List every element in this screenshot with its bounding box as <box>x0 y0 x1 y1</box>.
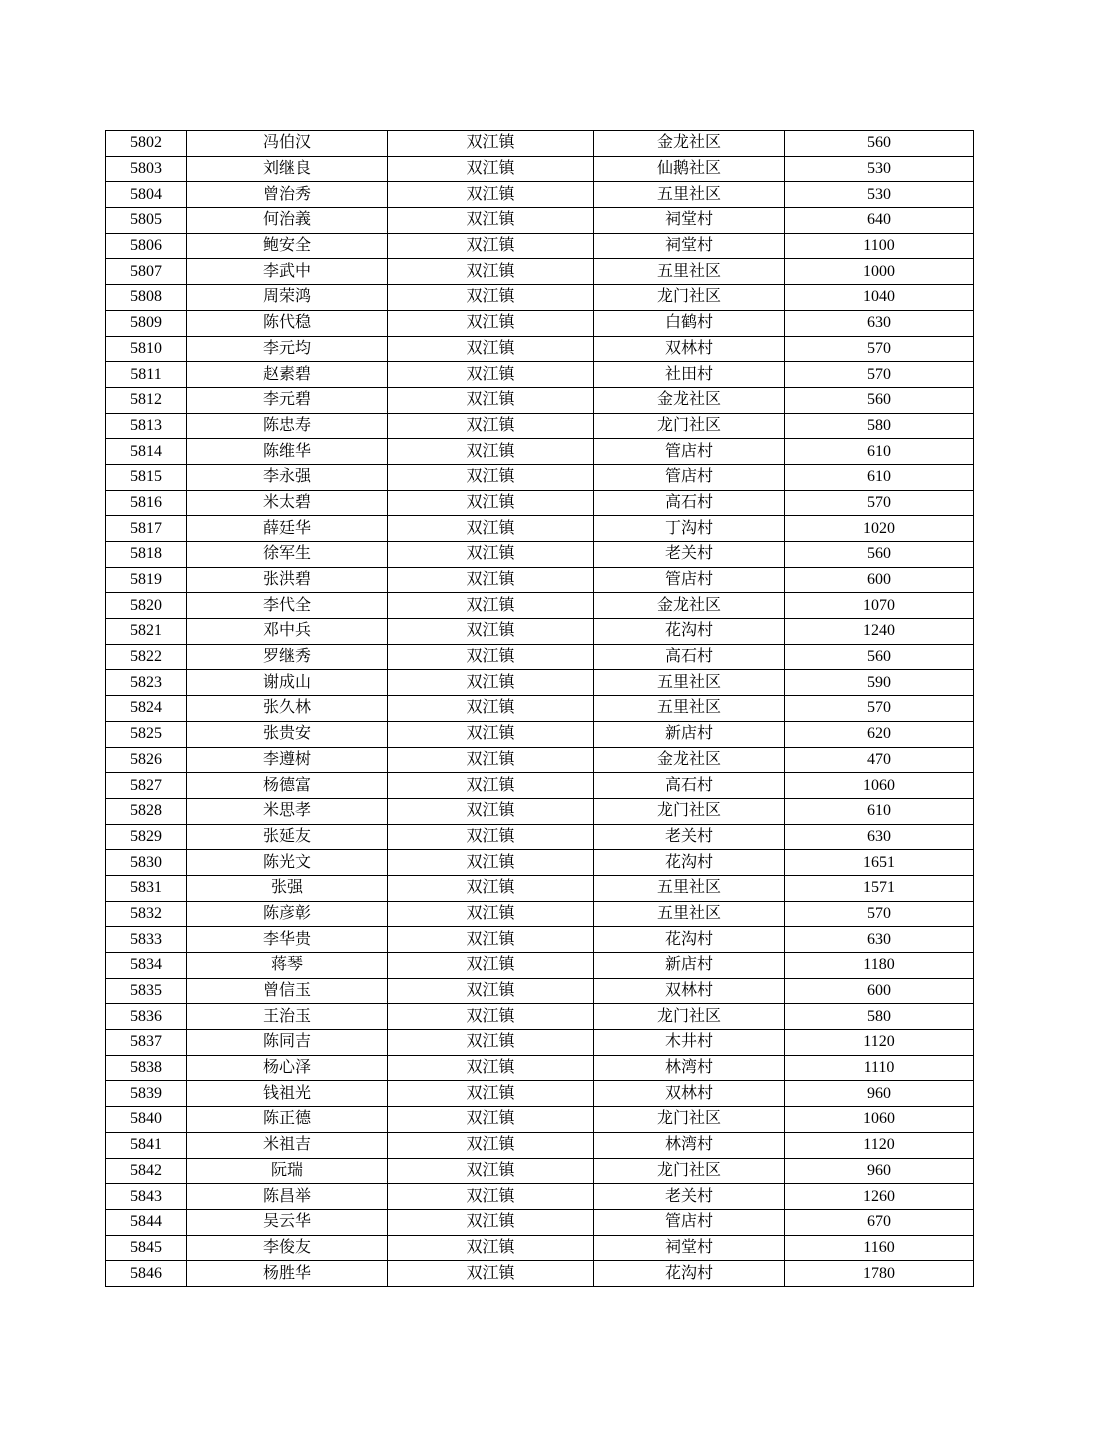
row-id-cell: 5837 <box>106 1030 187 1056</box>
town-cell: 双江镇 <box>388 696 594 722</box>
row-id-cell: 5808 <box>106 285 187 311</box>
name-cell: 曾信玉 <box>187 978 388 1004</box>
row-id-cell: 5835 <box>106 978 187 1004</box>
name-cell: 陈光文 <box>187 850 388 876</box>
table-row <box>106 156 974 182</box>
row-id-cell: 5845 <box>106 1235 187 1261</box>
name-cell: 李俊友 <box>187 1235 388 1261</box>
village-cell: 老关村 <box>594 542 785 568</box>
name-cell: 薛廷华 <box>187 516 388 542</box>
name-cell: 陈昌举 <box>187 1184 388 1210</box>
amount-cell: 610 <box>785 464 974 490</box>
table-row <box>106 953 974 979</box>
village-cell: 林湾村 <box>594 1132 785 1158</box>
row-id-cell: 5830 <box>106 850 187 876</box>
town-cell: 双江镇 <box>388 259 594 285</box>
table-row <box>106 798 974 824</box>
town-cell: 双江镇 <box>388 1055 594 1081</box>
amount-cell: 670 <box>785 1209 974 1235</box>
table-row <box>106 182 974 208</box>
amount-cell: 590 <box>785 670 974 696</box>
village-cell: 龙门社区 <box>594 1158 785 1184</box>
name-cell: 张久林 <box>187 696 388 722</box>
table-row <box>106 516 974 542</box>
name-cell: 周荣鸿 <box>187 285 388 311</box>
village-cell: 高石村 <box>594 644 785 670</box>
village-cell: 龙门社区 <box>594 798 785 824</box>
name-cell: 李华贵 <box>187 927 388 953</box>
table-row <box>106 1158 974 1184</box>
amount-cell: 630 <box>785 310 974 336</box>
name-cell: 张强 <box>187 875 388 901</box>
name-cell: 米祖吉 <box>187 1132 388 1158</box>
village-cell: 管店村 <box>594 567 785 593</box>
village-cell: 管店村 <box>594 1209 785 1235</box>
town-cell: 双江镇 <box>388 233 594 259</box>
amount-cell: 1020 <box>785 516 974 542</box>
village-cell: 龙门社区 <box>594 413 785 439</box>
town-cell: 双江镇 <box>388 387 594 413</box>
table-row <box>106 721 974 747</box>
town-cell: 双江镇 <box>388 542 594 568</box>
village-cell: 金龙社区 <box>594 131 785 157</box>
name-cell: 钱祖光 <box>187 1081 388 1107</box>
table-row <box>106 670 974 696</box>
name-cell: 李永强 <box>187 464 388 490</box>
name-cell: 冯伯汉 <box>187 131 388 157</box>
amount-cell: 1060 <box>785 1107 974 1133</box>
name-cell: 王治玉 <box>187 1004 388 1030</box>
amount-cell: 1160 <box>785 1235 974 1261</box>
row-id-cell: 5805 <box>106 208 187 234</box>
town-cell: 双江镇 <box>388 1235 594 1261</box>
amount-cell: 530 <box>785 156 974 182</box>
village-cell: 五里社区 <box>594 182 785 208</box>
town-cell: 双江镇 <box>388 310 594 336</box>
town-cell: 双江镇 <box>388 156 594 182</box>
name-cell: 张贵安 <box>187 721 388 747</box>
town-cell: 双江镇 <box>388 182 594 208</box>
town-cell: 双江镇 <box>388 1209 594 1235</box>
amount-cell: 640 <box>785 208 974 234</box>
village-cell: 管店村 <box>594 439 785 465</box>
table-row <box>106 850 974 876</box>
amount-cell: 560 <box>785 542 974 568</box>
town-cell: 双江镇 <box>388 619 594 645</box>
town-cell: 双江镇 <box>388 927 594 953</box>
amount-cell: 1260 <box>785 1184 974 1210</box>
town-cell: 双江镇 <box>388 1158 594 1184</box>
name-cell: 阮瑞 <box>187 1158 388 1184</box>
row-id-cell: 5813 <box>106 413 187 439</box>
row-id-cell: 5829 <box>106 824 187 850</box>
amount-cell: 570 <box>785 901 974 927</box>
amount-cell: 630 <box>785 927 974 953</box>
table-row <box>106 1261 974 1287</box>
town-cell: 双江镇 <box>388 567 594 593</box>
roster-table <box>105 130 974 1287</box>
village-cell: 高石村 <box>594 773 785 799</box>
name-cell: 吴云华 <box>187 1209 388 1235</box>
table-row <box>106 1081 974 1107</box>
amount-cell: 1100 <box>785 233 974 259</box>
town-cell: 双江镇 <box>388 131 594 157</box>
table-row <box>106 131 974 157</box>
town-cell: 双江镇 <box>388 978 594 1004</box>
amount-cell: 560 <box>785 131 974 157</box>
town-cell: 双江镇 <box>388 336 594 362</box>
town-cell: 双江镇 <box>388 773 594 799</box>
town-cell: 双江镇 <box>388 1107 594 1133</box>
name-cell: 罗继秀 <box>187 644 388 670</box>
name-cell: 鲍安全 <box>187 233 388 259</box>
village-cell: 祠堂村 <box>594 208 785 234</box>
table-row <box>106 387 974 413</box>
amount-cell: 530 <box>785 182 974 208</box>
table-row <box>106 747 974 773</box>
row-id-cell: 5816 <box>106 490 187 516</box>
row-id-cell: 5834 <box>106 953 187 979</box>
name-cell: 李元碧 <box>187 387 388 413</box>
name-cell: 李元均 <box>187 336 388 362</box>
table-row <box>106 1235 974 1261</box>
amount-cell: 1571 <box>785 875 974 901</box>
name-cell: 张洪碧 <box>187 567 388 593</box>
village-cell: 花沟村 <box>594 619 785 645</box>
name-cell: 杨心泽 <box>187 1055 388 1081</box>
table-row <box>106 362 974 388</box>
name-cell: 李遵树 <box>187 747 388 773</box>
village-cell: 龙门社区 <box>594 285 785 311</box>
table-row <box>106 978 974 1004</box>
name-cell: 米太碧 <box>187 490 388 516</box>
village-cell: 金龙社区 <box>594 593 785 619</box>
row-id-cell: 5846 <box>106 1261 187 1287</box>
row-id-cell: 5822 <box>106 644 187 670</box>
village-cell: 五里社区 <box>594 696 785 722</box>
row-id-cell: 5807 <box>106 259 187 285</box>
table-row <box>106 439 974 465</box>
amount-cell: 1120 <box>785 1132 974 1158</box>
village-cell: 五里社区 <box>594 670 785 696</box>
town-cell: 双江镇 <box>388 798 594 824</box>
row-id-cell: 5838 <box>106 1055 187 1081</box>
table-row <box>106 901 974 927</box>
amount-cell: 1651 <box>785 850 974 876</box>
row-id-cell: 5820 <box>106 593 187 619</box>
name-cell: 何治義 <box>187 208 388 234</box>
row-id-cell: 5842 <box>106 1158 187 1184</box>
village-cell: 双林村 <box>594 336 785 362</box>
table-row <box>106 1004 974 1030</box>
amount-cell: 1000 <box>785 259 974 285</box>
table-row <box>106 233 974 259</box>
row-id-cell: 5839 <box>106 1081 187 1107</box>
row-id-cell: 5809 <box>106 310 187 336</box>
row-id-cell: 5819 <box>106 567 187 593</box>
table-row <box>106 567 974 593</box>
row-id-cell: 5840 <box>106 1107 187 1133</box>
amount-cell: 570 <box>785 490 974 516</box>
table-row <box>106 542 974 568</box>
town-cell: 双江镇 <box>388 850 594 876</box>
roster-table-body <box>106 131 974 1287</box>
row-id-cell: 5836 <box>106 1004 187 1030</box>
table-row <box>106 644 974 670</box>
row-id-cell: 5833 <box>106 927 187 953</box>
table-row <box>106 208 974 234</box>
row-id-cell: 5806 <box>106 233 187 259</box>
village-cell: 老关村 <box>594 824 785 850</box>
amount-cell: 1070 <box>785 593 974 619</box>
town-cell: 双江镇 <box>388 1184 594 1210</box>
village-cell: 龙门社区 <box>594 1004 785 1030</box>
name-cell: 张延友 <box>187 824 388 850</box>
amount-cell: 960 <box>785 1081 974 1107</box>
table-row <box>106 593 974 619</box>
village-cell: 金龙社区 <box>594 387 785 413</box>
name-cell: 陈同吉 <box>187 1030 388 1056</box>
town-cell: 双江镇 <box>388 362 594 388</box>
town-cell: 双江镇 <box>388 644 594 670</box>
amount-cell: 1040 <box>785 285 974 311</box>
amount-cell: 570 <box>785 696 974 722</box>
amount-cell: 580 <box>785 1004 974 1030</box>
row-id-cell: 5831 <box>106 875 187 901</box>
amount-cell: 1110 <box>785 1055 974 1081</box>
table-row <box>106 1030 974 1056</box>
town-cell: 双江镇 <box>388 593 594 619</box>
town-cell: 双江镇 <box>388 1261 594 1287</box>
amount-cell: 570 <box>785 336 974 362</box>
row-id-cell: 5825 <box>106 721 187 747</box>
table-row <box>106 1055 974 1081</box>
town-cell: 双江镇 <box>388 1132 594 1158</box>
amount-cell: 610 <box>785 439 974 465</box>
amount-cell: 600 <box>785 978 974 1004</box>
town-cell: 双江镇 <box>388 1081 594 1107</box>
amount-cell: 580 <box>785 413 974 439</box>
row-id-cell: 5804 <box>106 182 187 208</box>
amount-cell: 560 <box>785 387 974 413</box>
village-cell: 五里社区 <box>594 875 785 901</box>
village-cell: 仙鹅社区 <box>594 156 785 182</box>
name-cell: 陈彦彰 <box>187 901 388 927</box>
name-cell: 陈代稳 <box>187 310 388 336</box>
row-id-cell: 5828 <box>106 798 187 824</box>
amount-cell: 570 <box>785 362 974 388</box>
village-cell: 花沟村 <box>594 927 785 953</box>
amount-cell: 1120 <box>785 1030 974 1056</box>
town-cell: 双江镇 <box>388 747 594 773</box>
town-cell: 双江镇 <box>388 1004 594 1030</box>
town-cell: 双江镇 <box>388 490 594 516</box>
village-cell: 林湾村 <box>594 1055 785 1081</box>
village-cell: 社田村 <box>594 362 785 388</box>
name-cell: 赵素碧 <box>187 362 388 388</box>
row-id-cell: 5824 <box>106 696 187 722</box>
amount-cell: 1780 <box>785 1261 974 1287</box>
village-cell: 龙门社区 <box>594 1107 785 1133</box>
name-cell: 陈正德 <box>187 1107 388 1133</box>
name-cell: 杨胜华 <box>187 1261 388 1287</box>
town-cell: 双江镇 <box>388 670 594 696</box>
town-cell: 双江镇 <box>388 439 594 465</box>
row-id-cell: 5817 <box>106 516 187 542</box>
village-cell: 金龙社区 <box>594 747 785 773</box>
village-cell: 新店村 <box>594 953 785 979</box>
row-id-cell: 5818 <box>106 542 187 568</box>
amount-cell: 470 <box>785 747 974 773</box>
row-id-cell: 5823 <box>106 670 187 696</box>
village-cell: 花沟村 <box>594 1261 785 1287</box>
village-cell: 双林村 <box>594 978 785 1004</box>
table-row <box>106 696 974 722</box>
name-cell: 陈忠寿 <box>187 413 388 439</box>
name-cell: 米思孝 <box>187 798 388 824</box>
table-row <box>106 413 974 439</box>
town-cell: 双江镇 <box>388 413 594 439</box>
table-row <box>106 259 974 285</box>
village-cell: 五里社区 <box>594 901 785 927</box>
village-cell: 祠堂村 <box>594 233 785 259</box>
row-id-cell: 5803 <box>106 156 187 182</box>
amount-cell: 960 <box>785 1158 974 1184</box>
row-id-cell: 5812 <box>106 387 187 413</box>
table-row <box>106 927 974 953</box>
table-row <box>106 1184 974 1210</box>
amount-cell: 610 <box>785 798 974 824</box>
row-id-cell: 5843 <box>106 1184 187 1210</box>
row-id-cell: 5832 <box>106 901 187 927</box>
amount-cell: 620 <box>785 721 974 747</box>
row-id-cell: 5810 <box>106 336 187 362</box>
table-row <box>106 285 974 311</box>
name-cell: 邓中兵 <box>187 619 388 645</box>
village-cell: 高石村 <box>594 490 785 516</box>
table-row <box>106 1107 974 1133</box>
name-cell: 曾治秀 <box>187 182 388 208</box>
row-id-cell: 5802 <box>106 131 187 157</box>
town-cell: 双江镇 <box>388 1030 594 1056</box>
table-row <box>106 1209 974 1235</box>
town-cell: 双江镇 <box>388 721 594 747</box>
name-cell: 杨德富 <box>187 773 388 799</box>
town-cell: 双江镇 <box>388 953 594 979</box>
amount-cell: 1180 <box>785 953 974 979</box>
row-id-cell: 5844 <box>106 1209 187 1235</box>
table-row <box>106 310 974 336</box>
row-id-cell: 5821 <box>106 619 187 645</box>
village-cell: 木井村 <box>594 1030 785 1056</box>
row-id-cell: 5815 <box>106 464 187 490</box>
table-row <box>106 773 974 799</box>
row-id-cell: 5811 <box>106 362 187 388</box>
table-row <box>106 875 974 901</box>
name-cell: 李代全 <box>187 593 388 619</box>
village-cell: 双林村 <box>594 1081 785 1107</box>
amount-cell: 600 <box>785 567 974 593</box>
table-row <box>106 1132 974 1158</box>
village-cell: 新店村 <box>594 721 785 747</box>
table-row <box>106 619 974 645</box>
row-id-cell: 5814 <box>106 439 187 465</box>
town-cell: 双江镇 <box>388 208 594 234</box>
table-row <box>106 490 974 516</box>
amount-cell: 1240 <box>785 619 974 645</box>
village-cell: 祠堂村 <box>594 1235 785 1261</box>
town-cell: 双江镇 <box>388 824 594 850</box>
table-row <box>106 336 974 362</box>
village-cell: 老关村 <box>594 1184 785 1210</box>
town-cell: 双江镇 <box>388 516 594 542</box>
table-row <box>106 464 974 490</box>
name-cell: 陈维华 <box>187 439 388 465</box>
name-cell: 刘继良 <box>187 156 388 182</box>
name-cell: 蒋琴 <box>187 953 388 979</box>
village-cell: 白鹤村 <box>594 310 785 336</box>
village-cell: 花沟村 <box>594 850 785 876</box>
town-cell: 双江镇 <box>388 875 594 901</box>
amount-cell: 1060 <box>785 773 974 799</box>
row-id-cell: 5827 <box>106 773 187 799</box>
table-row <box>106 824 974 850</box>
name-cell: 谢成山 <box>187 670 388 696</box>
name-cell: 徐军生 <box>187 542 388 568</box>
name-cell: 李武中 <box>187 259 388 285</box>
town-cell: 双江镇 <box>388 285 594 311</box>
village-cell: 丁沟村 <box>594 516 785 542</box>
row-id-cell: 5841 <box>106 1132 187 1158</box>
town-cell: 双江镇 <box>388 464 594 490</box>
amount-cell: 560 <box>785 644 974 670</box>
row-id-cell: 5826 <box>106 747 187 773</box>
town-cell: 双江镇 <box>388 901 594 927</box>
village-cell: 五里社区 <box>594 259 785 285</box>
amount-cell: 630 <box>785 824 974 850</box>
village-cell: 管店村 <box>594 464 785 490</box>
